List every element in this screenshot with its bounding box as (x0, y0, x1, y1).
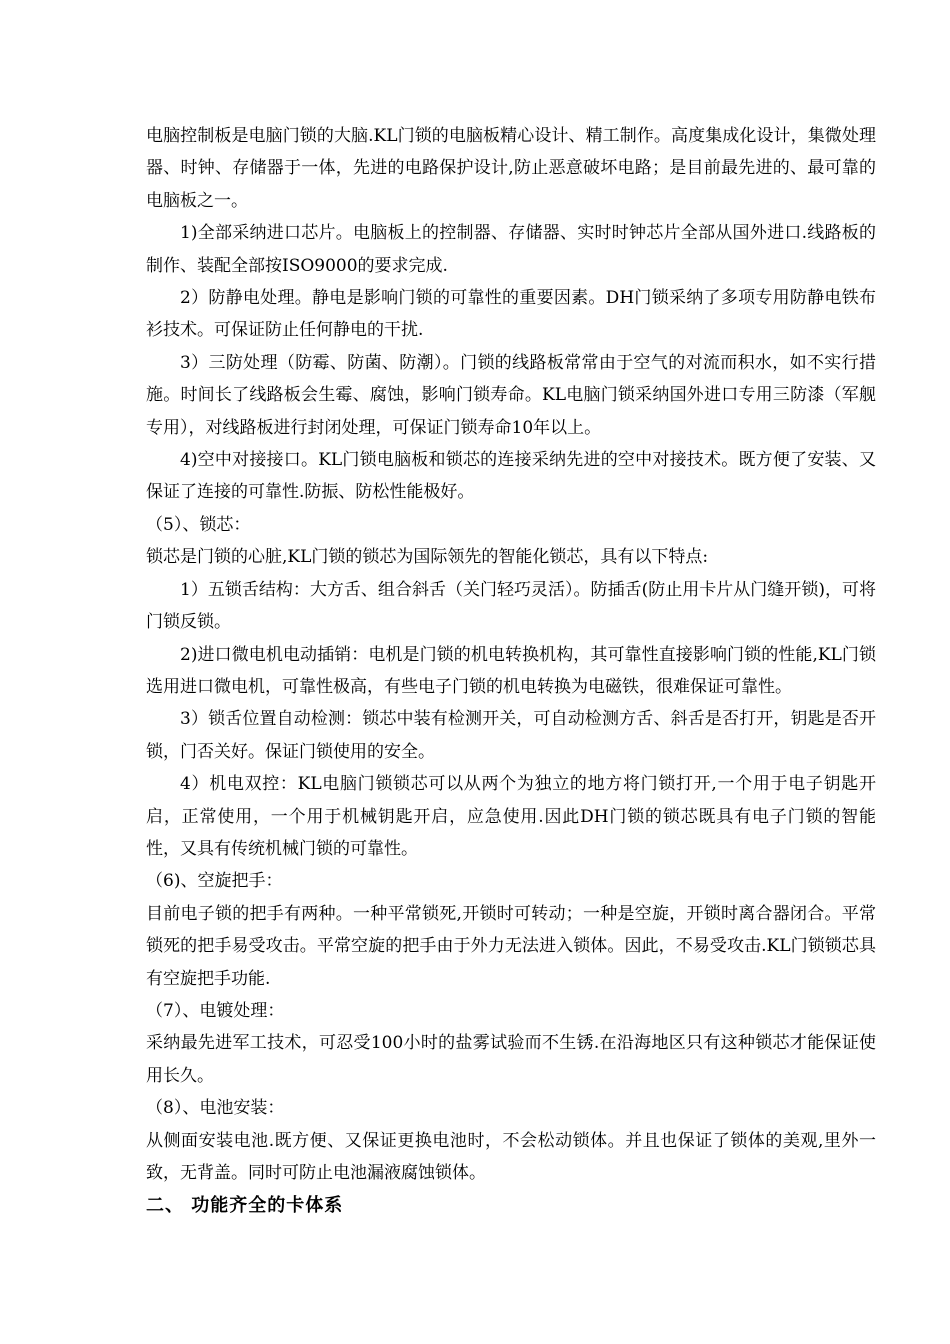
heading-plating: （7）、电镀处理： (146, 1000, 285, 1021)
paragraph-lock-core-intro: 锁芯是门锁的心脏,KL门锁的锁芯为国际领先的智能化锁芯，具有以下特点: (146, 547, 709, 568)
paragraph-three-proof: 3）三防处理（防霉、防菌、防潮）。门锁的线路板常常由于空气的对流而积水，如不实行措施。时间长了线路板会生霉、腐蚀，影响门锁寿命。KL电脑门锁采纳国外进口专用三防漆（军舰专用），对线路板进行封闭处理，可保证门锁寿命10年以上。 (146, 352, 876, 438)
heading-free-handle: （6)、空旋把手： (146, 871, 283, 892)
paragraph-five-latch: 1）五锁舌结构：大方舌、组合斜舌（关门轻巧灵活）。防插舌(防止用卡片从门缝开锁)，可将门锁反锁。 (146, 579, 876, 633)
heading-lock-core: （5）、锁芯： (146, 514, 251, 535)
paragraph-air-connector: 4)空中对接接口。KL门锁电脑板和锁芯的连接采纳先进的空中对接技术。既方便了安装、又保证了连接的可靠性.防振、防松性能极好。 (146, 450, 876, 503)
paragraph-dual-control: 4）机电双控：KL电脑门锁锁芯可以从两个为独立的地方将门锁打开,一个用于电子钥匙开启，正常使用，一个用于机械钥匙开启，应急使用.因此DH门锁的锁芯既具有电子门锁的智能性，又具有传统机械门锁的可靠性。 (146, 774, 876, 859)
paragraph-plating: 采纳最先进军工技术，可忍受100小时的盐雾试验而不生锈.在沿海地区只有这种锁芯才能保证使用长久。 (146, 1033, 876, 1086)
paragraph-battery: 从侧面安装电池.既方便、又保证更换电池时，不会松动锁体。并且也保证了锁体的美观,里外一致，无背盖。同时可防止电池漏液腐蚀锁体。 (146, 1130, 876, 1183)
paragraph-auto-detect: 3）锁舌位置自动检测：锁芯中装有检测开关，可自动检测方舌、斜舌是否打开，钥匙是否开锁，门否关好。保证门锁使用的安全。 (146, 709, 876, 762)
paragraph-antistatic: 2）防静电处理。静电是影响门锁的可靠性的重要因素。DH门锁采纳了多项专用防静电铁布衫技术。可保证防止任何静电的干扰. (146, 288, 876, 341)
document-page (146, 120, 876, 1223)
paragraph-free-handle: 目前电子锁的把手有两种。一种平常锁死,开锁时可转动；一种是空旋，开锁时离合器闭合。平常锁死的把手易受攻击。平常空旋的把手由于外力无法进入锁体。因此，不易受攻击.KL门锁锁芯具有空旋把手功能. (146, 903, 876, 989)
heading-battery: （8）、电池安装： (146, 1098, 285, 1119)
paragraph-imported-chips: 1)全部采纳进口芯片。电脑板上的控制器、存储器、实时时钟芯片全部从国外进口.线路板的制作、装配全部按ISO9000的要求完成. (146, 223, 876, 276)
paragraph-micro-motor: 2)进口微电机电动插销：电机是门锁的机电转换机构，其可靠性直接影响门锁的性能,KL门锁选用进口微电机，可靠性极高，有些电子门锁的机电转换为电磁铁，很难保证可靠性。 (146, 644, 876, 697)
paragraph-control-board: 电脑控制板是电脑门锁的大脑.KL门锁的电脑板精心设计、精工制作。高度集成化设计，集微处理器、时钟、存储器于一体，先进的电路保护设计,防止恶意破坏电路；是目前最先进的、最可靠的电脑板之一。 (146, 126, 876, 211)
section-title-card-system: 二、 功能齐全的卡体系 (146, 1195, 344, 1217)
